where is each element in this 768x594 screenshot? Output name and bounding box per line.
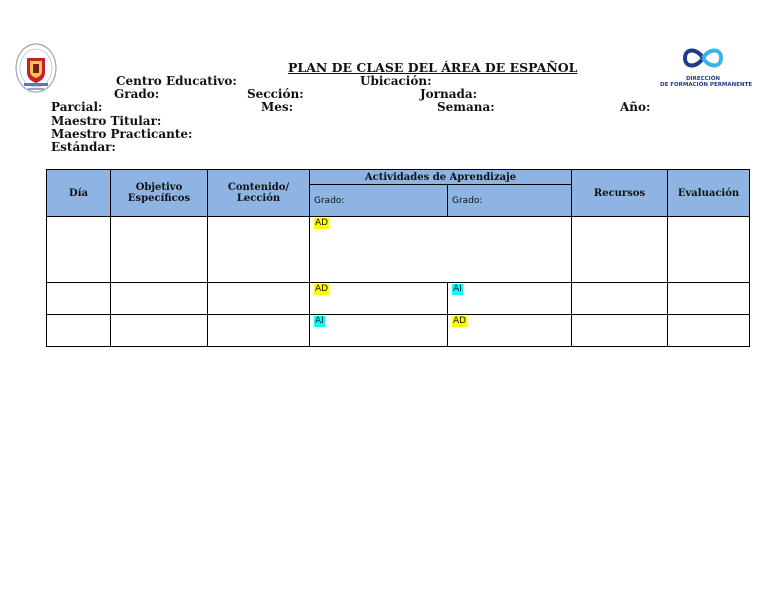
cell-objetivo[interactable]: [111, 283, 208, 315]
cell-contenido[interactable]: [208, 315, 310, 347]
header-grado-a: Grado:: [310, 185, 448, 217]
table-row: [47, 217, 750, 283]
cell-contenido[interactable]: [208, 283, 310, 315]
table-row: [47, 283, 750, 315]
cell-actividades[interactable]: [310, 217, 572, 283]
tag-ad: AD: [315, 218, 329, 228]
field-semana: Semana:: [437, 100, 495, 114]
cell-actividad-grado-a[interactable]: [310, 315, 448, 347]
cell-objetivo[interactable]: [111, 217, 208, 283]
field-maestro-practicante: Maestro Practicante:: [51, 127, 193, 141]
header-dia: Día: [47, 170, 111, 217]
field-estandar: Estándar:: [51, 140, 116, 154]
cell-recursos[interactable]: [572, 315, 668, 347]
lesson-plan-table: [46, 169, 750, 347]
cell-actividad-grado-b[interactable]: [448, 315, 572, 347]
field-maestro-titular: Maestro Titular:: [51, 114, 162, 128]
tag-ai: AI: [315, 316, 324, 326]
field-grado: Grado:: [114, 87, 160, 101]
page-title: PLAN DE CLASE DEL ÁREA DE ESPAÑOL: [288, 60, 578, 75]
field-anio: Año:: [620, 100, 651, 114]
field-ubicacion: Ubicación:: [360, 74, 432, 88]
brand-line-2: DE FORMACIÓN PERMANENTE: [660, 82, 753, 88]
cell-contenido[interactable]: [208, 217, 310, 283]
field-centro-educativo: Centro Educativo:: [116, 74, 237, 88]
header-recursos: Recursos: [572, 170, 668, 217]
cell-objetivo[interactable]: [111, 315, 208, 347]
cell-recursos[interactable]: [572, 217, 668, 283]
header-objetivo-line1: Objetivo: [135, 182, 183, 193]
header-objetivo-line2: Específicos: [127, 193, 191, 204]
header-evaluacion: Evaluación: [668, 170, 750, 217]
cell-dia[interactable]: [47, 283, 111, 315]
header-objetivo: [111, 170, 208, 217]
cell-dia[interactable]: [47, 315, 111, 347]
header-grado-b: Grado:: [448, 185, 572, 217]
tag-ad: AD: [315, 284, 329, 294]
cell-evaluacion[interactable]: [668, 283, 750, 315]
field-parcial: Parcial:: [51, 100, 103, 114]
brand-line-1: DIRECCIÓN: [685, 76, 720, 82]
school-seal-logo: [14, 42, 58, 96]
tag-ad: AD: [453, 316, 467, 326]
cell-actividad-grado-b[interactable]: [448, 283, 572, 315]
cell-evaluacion[interactable]: [668, 217, 750, 283]
field-seccion: Sección:: [247, 87, 304, 101]
cell-actividad-grado-a[interactable]: [310, 283, 448, 315]
cell-evaluacion[interactable]: [668, 315, 750, 347]
infinity-icon: [660, 44, 746, 72]
formacion-permanente-logo: [660, 44, 753, 88]
cell-recursos[interactable]: [572, 283, 668, 315]
field-jornada: Jornada:: [420, 87, 478, 101]
cell-dia[interactable]: [47, 217, 111, 283]
field-mes: Mes:: [261, 100, 294, 114]
table-row: [47, 315, 750, 347]
header-contenido: Contenido/ Lección: [208, 170, 310, 217]
header-actividades: Actividades de Aprendizaje: [310, 170, 572, 185]
tag-ai: AI: [453, 284, 462, 294]
